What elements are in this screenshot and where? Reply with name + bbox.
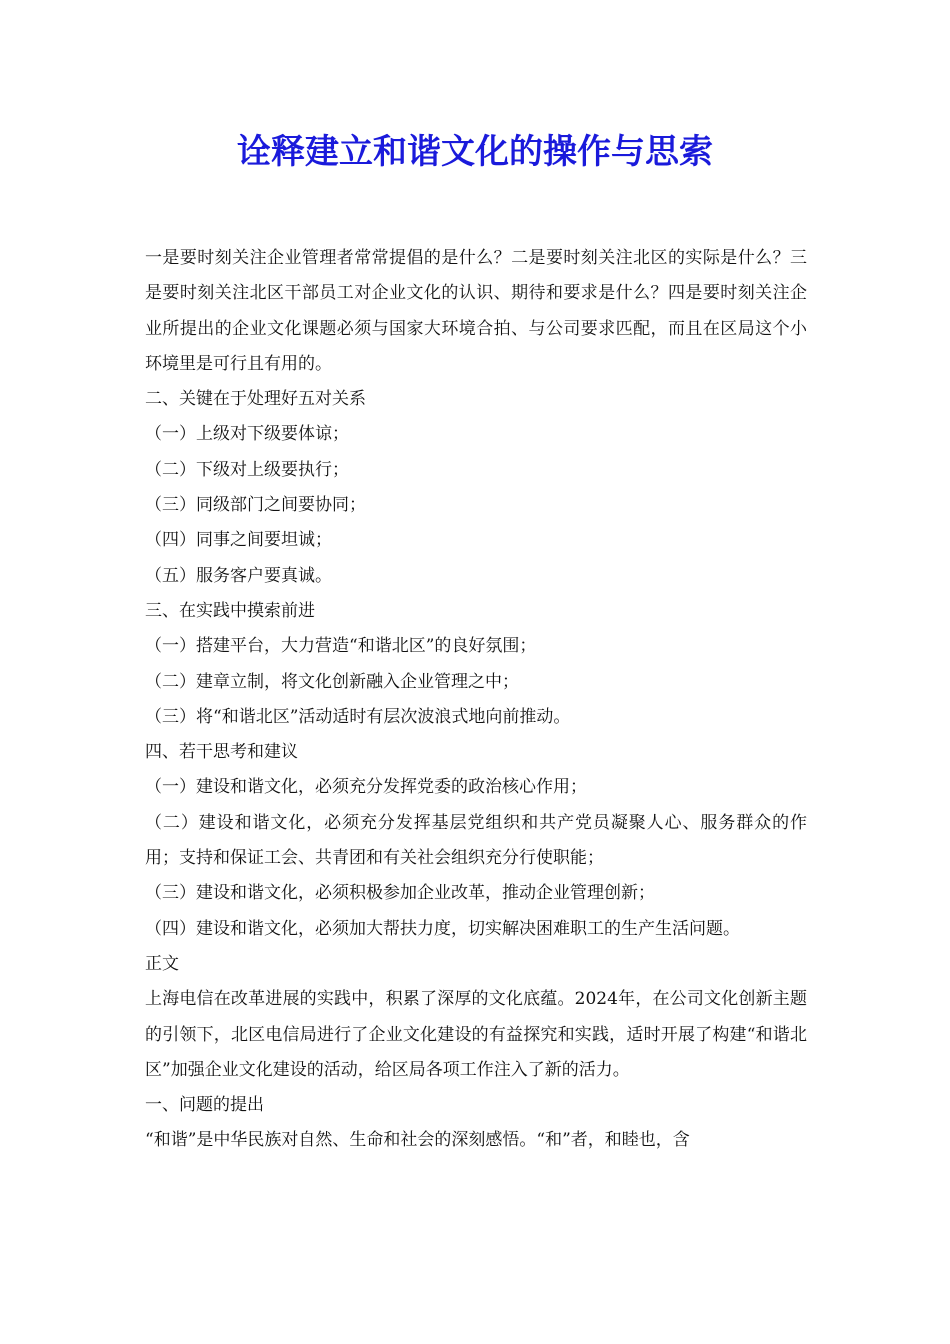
list-item: （三）建设和谐文化，必须积极参加企业改革，推动企业管理创新； bbox=[145, 883, 655, 904]
document-body bbox=[145, 241, 807, 1159]
section-heading-3: 三、在实践中摸索前进 bbox=[145, 600, 315, 621]
list-item: （五）服务客户要真诚。 bbox=[145, 565, 332, 586]
section-heading-4: 四、若干思考和建议 bbox=[145, 742, 298, 763]
paragraph-body: “和谐”是中华民族对自然、生命和社会的深刻感悟。“和”者，和睦也，含 bbox=[145, 1130, 690, 1151]
list-item: （四）建设和谐文化，必须加大帮扶力度，切实解决困难职工的生产生活问题。 bbox=[145, 918, 740, 939]
list-item: （一）建设和谐文化，必须充分发挥党委的政治核心作用； bbox=[145, 777, 587, 798]
list-item: （二）建章立制，将文化创新融入企业管理之中； bbox=[145, 671, 519, 692]
section-heading-2: 二、关键在于处理好五对关系 bbox=[145, 389, 366, 410]
document-title: 诠释建立和谐文化的操作与思索 bbox=[237, 132, 713, 172]
list-item: （二）建设和谐文化，必须充分发挥基层党组织和共产党员凝聚人心、服务群众的作用；支持和保证工会、共青团和有关社会组织充分行使职能； bbox=[145, 812, 807, 869]
section-heading-main-text: 正文 bbox=[145, 953, 179, 974]
list-item: （四）同事之间要坦诚； bbox=[145, 530, 332, 551]
section-heading-1: 一、问题的提出 bbox=[145, 1095, 264, 1116]
list-item: （二）下级对上级要执行； bbox=[145, 459, 349, 480]
list-item: （一）搭建平台，大力营造“和谐北区”的良好氛围； bbox=[145, 636, 537, 657]
paragraph-body: 上海电信在改革进展的实践中，积累了深厚的文化底蕴。2024年，在公司文化创新主题的引领下，北区电信局进行了企业文化建设的有益探究和实践，适时开展了构建“和谐北区”加强企业文化建设的活动，给区局各项工作注入了新的活力。 bbox=[145, 989, 807, 1080]
list-item: （一）上级对下级要体谅； bbox=[145, 424, 349, 445]
list-item: （三）将“和谐北区”活动适时有层次波浪式地向前推动。 bbox=[145, 706, 571, 727]
paragraph-intro: 一是要时刻关注企业管理者常常提倡的是什么？二是要时刻关注北区的实际是什么？三是要时刻关注北区干部员工对企业文化的认识、期待和要求是什么？四是要时刻关注企业所提出的企业文化课题必须与国家大环境合拍、与公司要求匹配，而且在区局这个小环境里是可行且有用的。 bbox=[145, 248, 807, 374]
list-item: （三）同级部门之间要协同； bbox=[145, 495, 366, 516]
